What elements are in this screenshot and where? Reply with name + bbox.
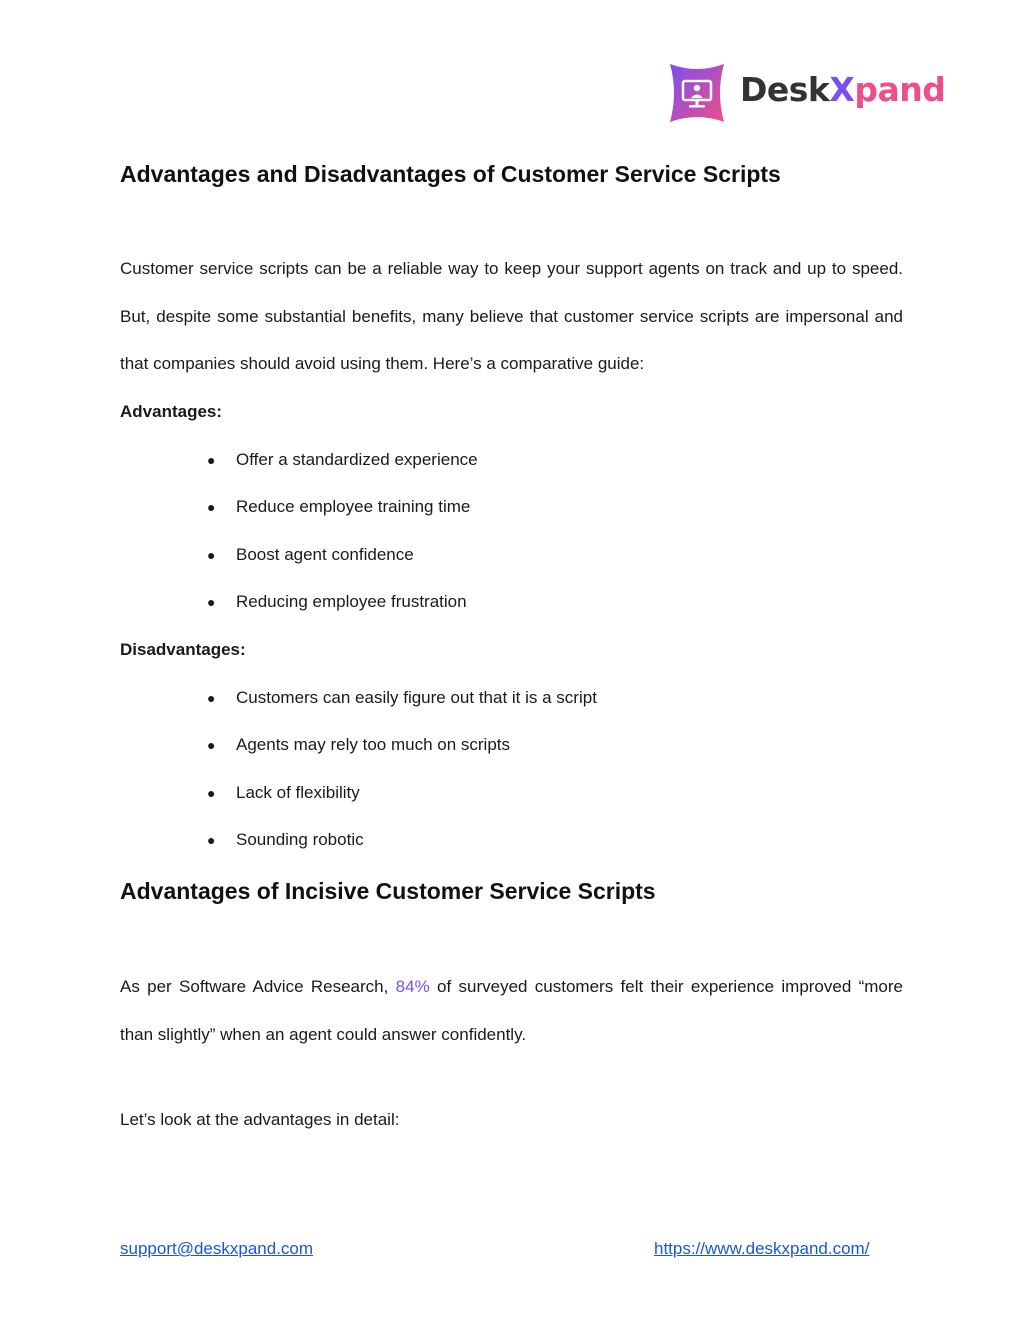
bullet-icon: ●: [207, 499, 216, 515]
bullet-icon: ●: [207, 737, 216, 753]
research-paragraph: [120, 963, 903, 1058]
list-item-text: Offer a standardized experience: [236, 450, 478, 469]
bullet-icon: ●: [207, 785, 216, 801]
list-item-text: Lack of flexibility: [236, 783, 360, 802]
research-text-after: of surveyed customers felt their experience improved “more than slightly” when an agent could answer confidently.: [120, 977, 903, 1044]
bullet-icon: ●: [207, 594, 216, 610]
bullet-icon: ●: [207, 690, 216, 706]
list-item: [207, 735, 510, 755]
footer-email-link[interactable]: support@deskxpand.com: [120, 1239, 314, 1258]
list-item: [207, 688, 597, 708]
brand-wordmark: [740, 70, 945, 109]
list-item-text: Agents may rely too much on scripts: [236, 735, 511, 754]
bullet-icon: ●: [207, 547, 216, 563]
closing-line: Let’s look at the advantages in detail:: [120, 1110, 400, 1129]
research-percent: 84%: [395, 977, 430, 996]
list-item: [207, 830, 364, 850]
brand-logo: [664, 60, 944, 128]
list-item: [207, 592, 467, 612]
brand-word-x: X: [829, 70, 855, 109]
list-item-text: Reduce employee training time: [236, 497, 471, 516]
list-item-text: Boost agent confidence: [236, 545, 414, 564]
research-text-before: As per Software Advice Research,: [120, 977, 389, 996]
section-title-2: Advantages of Incisive Customer Service Scripts: [120, 878, 656, 904]
brand-word-pand: pand: [854, 70, 946, 109]
brand-word-desk: Desk: [740, 70, 830, 109]
list-item: [207, 497, 470, 517]
disadvantages-label: Disadvantages:: [120, 640, 246, 659]
section-title-1: Advantages and Disadvantages of Customer Service Scripts: [120, 161, 781, 187]
advantages-label: Advantages:: [120, 402, 223, 421]
list-item-text: Sounding robotic: [236, 830, 364, 849]
monitor-person-icon: [664, 60, 730, 126]
list-item: [207, 783, 360, 803]
footer-website-link[interactable]: https://www.deskxpand.com/: [654, 1239, 870, 1258]
bullet-icon: ●: [207, 832, 216, 848]
list-item: [207, 545, 414, 565]
list-item-text: Reducing employee frustration: [236, 592, 467, 611]
list-item: [207, 450, 478, 470]
list-item-text: Customers can easily figure out that it is a script: [236, 688, 597, 707]
intro-paragraph: Customer service scripts can be a reliable way to keep your support agents on track and up to speed. But, despite some substantial benefits, many believe that customer service scripts are impersonal and that companies should avoid using them. Here’s a comparative guide:: [120, 259, 903, 374]
bullet-icon: ●: [207, 452, 216, 468]
